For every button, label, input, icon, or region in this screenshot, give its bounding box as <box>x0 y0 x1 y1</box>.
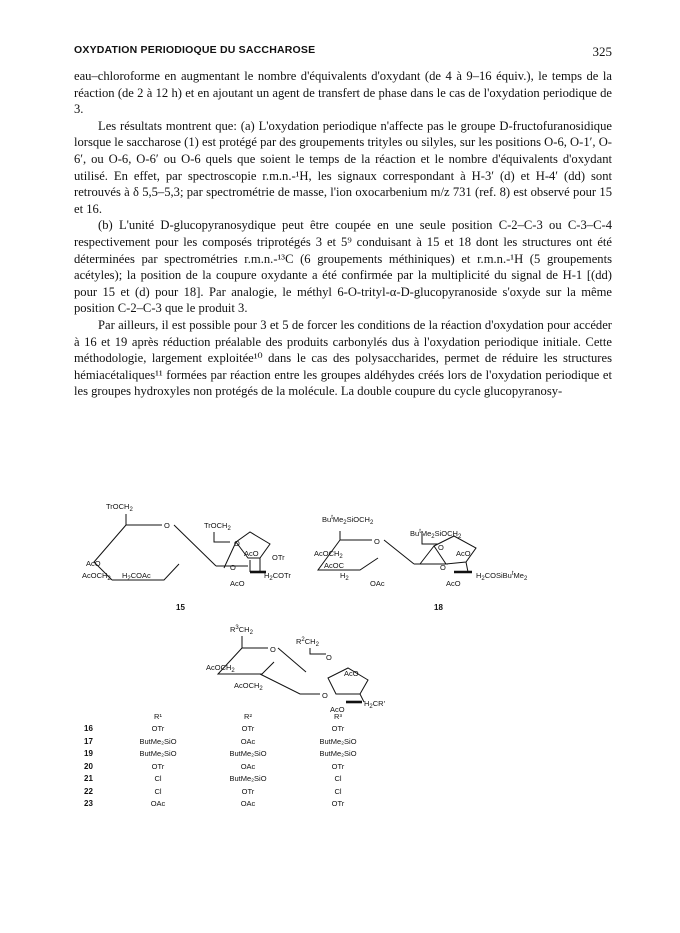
body-text <box>74 68 612 400</box>
svg-text:O: O <box>326 653 332 662</box>
r1-cell: OAc <box>150 799 166 809</box>
r2-cell: OTr <box>241 786 255 796</box>
svg-text:TrOCH2: TrOCH$_2$ <box>106 502 133 513</box>
svg-text:O: O <box>440 563 446 572</box>
svg-text:AcO: AcO <box>446 579 461 588</box>
svg-text:O: O <box>438 543 444 552</box>
r2-cell: OAc <box>240 761 256 771</box>
r1-cell: ButMe₂SiO <box>139 749 177 759</box>
r1-cell: Cl <box>154 786 162 796</box>
r3-cell: OTr <box>331 761 345 771</box>
svg-text:H2COAc: $H_2COAc$ <box>122 571 151 582</box>
substituent-table <box>84 710 378 810</box>
compound-number: 23 <box>84 799 93 809</box>
svg-text:AcOC: AcOC <box>324 561 345 570</box>
r1-cell: ButMe₂SiO <box>139 736 177 746</box>
r2-cell: OTr <box>241 724 255 734</box>
svg-text:H2COSiButMe2: $H_2COSiBu^tMe_2$ <box>476 571 528 582</box>
r3-cell: ButMe₂SiO <box>319 736 357 746</box>
r3-cell: Cl <box>334 786 342 796</box>
running-title: OXYDATION PERIODIOQUE DU SACCHAROSE <box>74 44 316 56</box>
r2-cell: OAc <box>240 736 256 746</box>
svg-text:O: O <box>374 537 380 546</box>
r3-cell: Cl <box>334 774 342 784</box>
table-header-row <box>84 710 378 723</box>
svg-text:OTr: OTr <box>272 553 285 562</box>
table-row <box>84 760 378 773</box>
svg-text:ButMe2SiOCH2: $Bu^tMe_2SiOCH_2$ <box>322 515 374 526</box>
r1-cell: OTr <box>151 724 165 734</box>
svg-text:AcO: AcO <box>344 669 359 678</box>
r1-cell: OTr <box>151 761 165 771</box>
compound-number: 20 <box>84 761 93 771</box>
paragraph-3: (b) L'unité D-glucopyranosydique peut être coupée en une seule position C-2–C-3 ou C-3–C-4 respectivement pour les composés triprotégés 3 et 5⁹ conduisant à 15 et 18 dont les structures ont été déterminées par spectrométries r.m.n.-¹³C (6 groupements méthiniques) et r.m.n.-¹H (5 groupements acétyles); la position de la coupure oxydante a été confirmée par la multiplicité du signal de H-1 [(dd) pour 15 et (d) pour 18]. Par analogie, le méthyl 6-O-trityl-α-D-glucopyranoside s'oxyde sur la même position C-2–C-3 que le produit 3. <box>74 218 612 316</box>
r2-cell: ButMe₂SiO <box>229 774 267 784</box>
svg-text:18: 18 <box>434 603 443 612</box>
table-row <box>84 798 378 811</box>
svg-text:OAc: OAc <box>370 579 385 588</box>
column-header-r2: R² <box>244 711 252 721</box>
svg-text:H2: $H_2$ <box>340 571 349 582</box>
svg-text:O: O <box>234 539 240 548</box>
r2-cell: ButMe₂SiO <box>229 749 267 759</box>
svg-text:AcO: AcO <box>230 579 245 588</box>
svg-text:ButMe2SiOCH2: $Bu^tMe_2SiOCH_2$ <box>410 529 462 540</box>
svg-text:O: O <box>322 691 328 700</box>
column-header-r3: R³ <box>334 711 342 721</box>
svg-text:R3CH2: $R^3CH_2$ <box>230 625 253 636</box>
svg-text:H2COTr: $H_2COTr$ <box>264 571 291 582</box>
svg-text:H2CR′: $H_2CR'$ <box>364 699 386 710</box>
paragraph-4: Par ailleurs, il est possible pour 3 et 5 de forcer les conditions de la réaction d'oxydation pour accéder à 16 et 19 après réduction préalable des produits carbonylés dus à l'oxydation periodique initiale. Cette méthodologie, largement exploitée¹⁰ dans le cas des polysaccharides, permet de réduire les structures hémiacétaliques¹¹ formées par réaction entre les groupes aldéhydes créés lors de l'oxydation periodique et les groupes hydroxyles non protégés de la molécule. La double coupure du cycle glucopyranosy- <box>74 317 612 399</box>
svg-text:O: O <box>230 563 236 572</box>
column-header-r1: R¹ <box>154 711 162 721</box>
svg-text:15: 15 <box>176 603 185 612</box>
table-row <box>84 723 378 736</box>
svg-text:TrOCH2: TrOCH$_2$ <box>204 521 231 532</box>
compound-number: 21 <box>84 774 93 784</box>
svg-text:AcOCH2: AcOCH$_2$ <box>314 549 343 560</box>
chemical-structures-figure <box>74 498 594 928</box>
table-row <box>84 785 378 798</box>
table-row <box>84 735 378 748</box>
svg-text:O: O <box>164 521 170 530</box>
svg-text:AcOCH2: AcOCH$_2$ <box>234 681 263 692</box>
r1-cell: Cl <box>154 774 162 784</box>
svg-text:AcO: AcO <box>86 559 101 568</box>
r3-cell: OTr <box>331 799 345 809</box>
compound-number: 17 <box>84 736 93 746</box>
svg-text:AcOCH2: AcOCH$_2$ <box>82 571 111 582</box>
paragraph-2: Les résultats montrent que: (a) L'oxydation periodique n'affecte pas le groupe D-fructofuranosidique lorsque le saccharose (1) est protégé par des groupements trityles ou silyles, sur les positions O-6, O-1′, O-6′, ou O-6, O-6′ ou O-6 quels que soient le temps de la réaction et le nombre d'équivalents d'oxydant utilisé. En effet, par spectroscopie r.m.n.-¹H, les signaux correspondant à H-3′ (d) et H-4′ (dd) sont retrouvés à δ 5,5–5,3; par spectrométrie de masse, l'ion oxocarbenium m/z 731 (ref. 8) est observé pour 15 et 16. <box>74 118 612 216</box>
paragraph-1: eau–chloroforme en augmentant le nombre d'équivalents d'oxydant (de 4 à 9–16 équiv.), le temps de la réaction (de 2 à 12 h) et en ajoutant un agent de transfert de phase dans le cas de l'oxydation periodique de 3. <box>74 69 612 117</box>
svg-text:O: O <box>270 645 276 654</box>
svg-text:AcO: AcO <box>330 705 345 714</box>
compound-number: 22 <box>84 786 93 796</box>
table-row <box>84 748 378 761</box>
r3-cell: OTr <box>331 724 345 734</box>
running-header <box>74 44 612 60</box>
svg-text:AcOCH2: AcOCH$_2$ <box>206 663 235 674</box>
compound-number: 19 <box>84 749 93 759</box>
svg-text:AcO: AcO <box>456 549 471 558</box>
r2-cell: OAc <box>240 799 256 809</box>
table-row <box>84 773 378 786</box>
r3-cell: ButMe₂SiO <box>319 749 357 759</box>
page-number: 325 <box>592 44 612 59</box>
compound-number: 16 <box>84 724 93 734</box>
svg-text:R2CH2: $R^2CH_2$ <box>296 637 319 648</box>
svg-text:AcO: AcO <box>244 549 259 558</box>
